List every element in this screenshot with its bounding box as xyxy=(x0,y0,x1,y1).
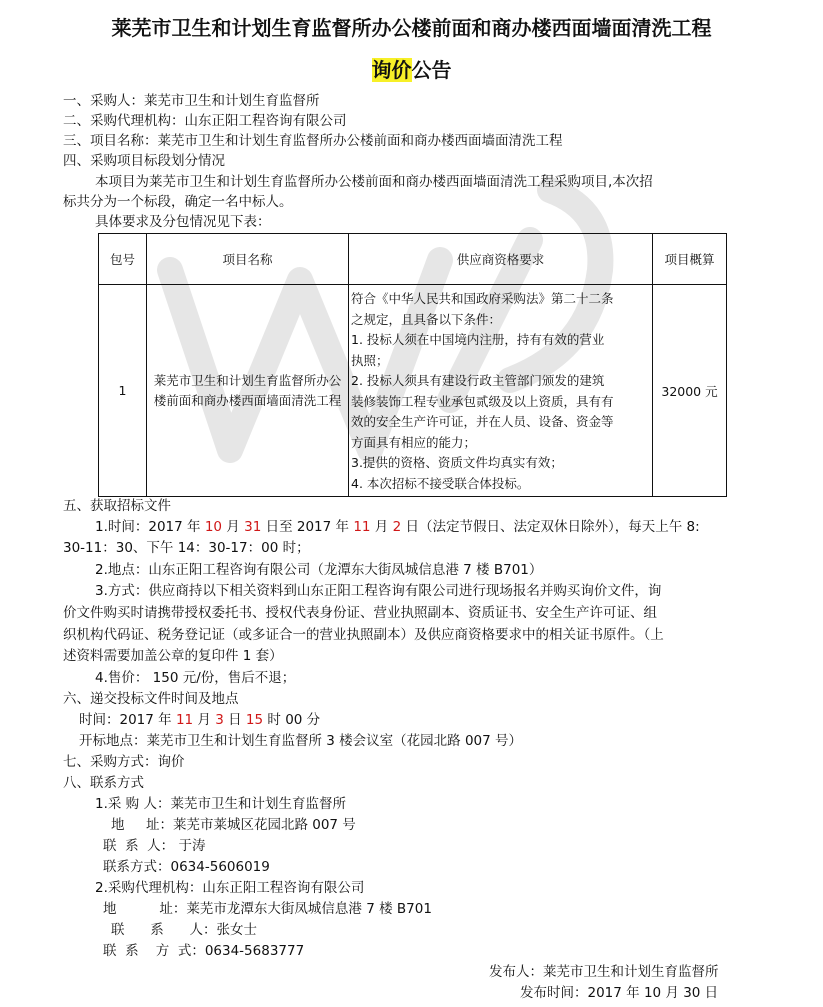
document-title-line1: 莱芜市卫生和计划生育监督所办公楼前面和商办楼西面墙面清洗工程 xyxy=(111,16,712,40)
section-5-price: 4.售价： 150 元/份，售后不退； xyxy=(95,670,296,686)
requirement-line: 效的安全生产许可证，并在人员、设备、资金等 xyxy=(351,414,614,429)
text-fragment: 日至 2017 年 xyxy=(261,519,354,535)
text-fragment: 时 00 分 xyxy=(263,712,321,728)
submit-month: 11 xyxy=(175,712,194,728)
requirement-line: 1. 投标人须在中国境内注册，持有有效的营业 xyxy=(351,332,605,347)
section-1-buyer: 一、采购人：莱芜市卫生和计划生育监督所 xyxy=(63,93,320,109)
section-4-table-intro: 具体要求及分包情况见下表： xyxy=(95,214,271,230)
section-6-place: 开标地点：莱芜市卫生和计划生育监督所 3 楼会议室（花园北路 007 号） xyxy=(79,733,523,749)
header-project-name: 项目名称 xyxy=(147,234,349,285)
end-month: 11 xyxy=(353,519,371,535)
section-8-heading: 八、联系方式 xyxy=(63,775,144,791)
requirement-line: 2. 投标人须具有建设行政主管部门颁发的建筑 xyxy=(351,373,605,388)
contact-agent-address: 地 址：莱芜市龙潭东大街凤城信息港 7 楼 B701 xyxy=(103,901,432,917)
contact-buyer-person: 联 系 人： 于涛 xyxy=(103,838,206,854)
requirement-line: 执照； xyxy=(351,352,389,368)
cell-package-no: 1 xyxy=(99,285,147,497)
document-title-line2 xyxy=(0,54,823,83)
requirement-line: 之规定，且具备以下条件： xyxy=(351,311,502,327)
cell-project-name: 莱芜市卫生和计划生育监督所办公楼前面和商办楼西面墙面清洗工程 xyxy=(147,285,349,497)
requirement-line: 装修装饰工程专业承包贰级及以上资质，具有有 xyxy=(351,393,614,409)
text-fragment: 日 xyxy=(223,712,246,728)
section-3-project-name: 三、项目名称：莱芜市卫生和计划生育监督所办公楼前面和商办楼西面墙面清洗工程 xyxy=(63,133,563,149)
section-5-method-line1: 3.方式：供应商持以下相关资料到山东正阳工程咨询有限公司进行现场报名并购买询价文件，询 xyxy=(95,583,662,599)
section-4-paragraph-line1: 本项目为莱芜市卫生和计划生育监督所办公楼前面和商办楼西面墙面清洗工程采购项目,本次招 xyxy=(95,174,653,190)
table-header-row xyxy=(99,234,727,285)
table-row xyxy=(99,285,727,497)
contact-agent-person: 联 系 人：张女士 xyxy=(111,922,257,938)
section-4-paragraph-line2: 标共分为一个标段，确定一名中标人。 xyxy=(63,194,293,210)
requirement-line: 3.提供的资格、资质文件均真实有效； xyxy=(351,455,563,470)
requirement-line: 符合《中华人民共和国政府采购法》第二十二条 xyxy=(351,291,614,306)
cell-supplier-requirements xyxy=(349,285,653,497)
section-5-time-line2: 30-11：30、下午 14：30-17：00 时； xyxy=(63,540,310,556)
title-highlight: 询价 xyxy=(371,58,412,82)
section-5-method-line4: 述资料需要加盖公章的复印件 1 套） xyxy=(63,648,283,664)
section-5-heading: 五、获取招标文件 xyxy=(63,498,171,514)
title-suffix: 公告 xyxy=(411,58,452,82)
text-fragment: 月 xyxy=(222,519,245,535)
end-day: 2 xyxy=(392,519,402,535)
section-7-method: 七、采购方式：询价 xyxy=(63,754,185,770)
text-fragment: 日（法定节假日、法定双休日除外），每天上午 8: xyxy=(401,519,700,535)
text-fragment: 时间：2017 年 xyxy=(79,712,176,728)
section-5-method-line3: 织机构代码证、税务登记证（或多证合一的营业执照副本）及供应商资格要求中的相关证书原件。（上 xyxy=(63,627,664,643)
submit-hour: 15 xyxy=(245,712,264,728)
header-budget: 项目概算 xyxy=(653,234,727,285)
section-5-time-line1 xyxy=(95,517,700,537)
contact-buyer-address: 地 址：莱芜市莱城区花园北路 007 号 xyxy=(111,817,356,833)
publish-date: 发布时间：2017 年 10 月 30 日 xyxy=(520,985,719,1001)
text-fragment: 月 xyxy=(370,519,393,535)
text-fragment: 月 xyxy=(193,712,216,728)
package-table xyxy=(98,233,727,497)
section-5-place: 2.地点：山东正阳工程咨询有限公司（龙潭东大街凤城信息港 7 楼 B701） xyxy=(95,562,543,578)
start-day: 31 xyxy=(244,519,262,535)
submit-day: 3 xyxy=(215,712,224,728)
contact-agent-phone: 联 系 方 式：0634-5683777 xyxy=(103,943,305,959)
contact-buyer-phone: 联系方式：0634-5606019 xyxy=(103,859,270,875)
section-2-agent: 二、采购代理机构：山东正阳工程咨询有限公司 xyxy=(63,113,347,129)
section-5-method-line2: 价文件购买时请携带授权委托书、授权代表身份证、营业执照副本、资质证书、安全生产许可证、组 xyxy=(63,605,657,621)
text-fragment: 1.时间：2017 年 xyxy=(95,519,205,535)
section-6-heading: 六、递交投标文件时间及地点 xyxy=(63,691,239,707)
requirement-line: 4. 本次招标不接受联合体投标。 xyxy=(351,475,530,491)
start-month: 10 xyxy=(204,519,223,535)
contact-agent: 2.采购代理机构：山东正阳工程咨询有限公司 xyxy=(95,880,365,896)
section-6-time xyxy=(79,710,320,730)
header-supplier-requirements: 供应商资格要求 xyxy=(349,234,653,285)
requirement-line: 方面具有相应的能力； xyxy=(351,434,477,450)
publisher: 发布人：莱芜市卫生和计划生育监督所 xyxy=(489,964,719,980)
contact-buyer: 1.采 购 人：莱芜市卫生和计划生育监督所 xyxy=(95,796,346,812)
header-package-no: 包号 xyxy=(99,234,147,285)
cell-budget: 32000 元 xyxy=(653,285,727,497)
section-4-heading: 四、采购项目标段划分情况 xyxy=(63,153,225,169)
